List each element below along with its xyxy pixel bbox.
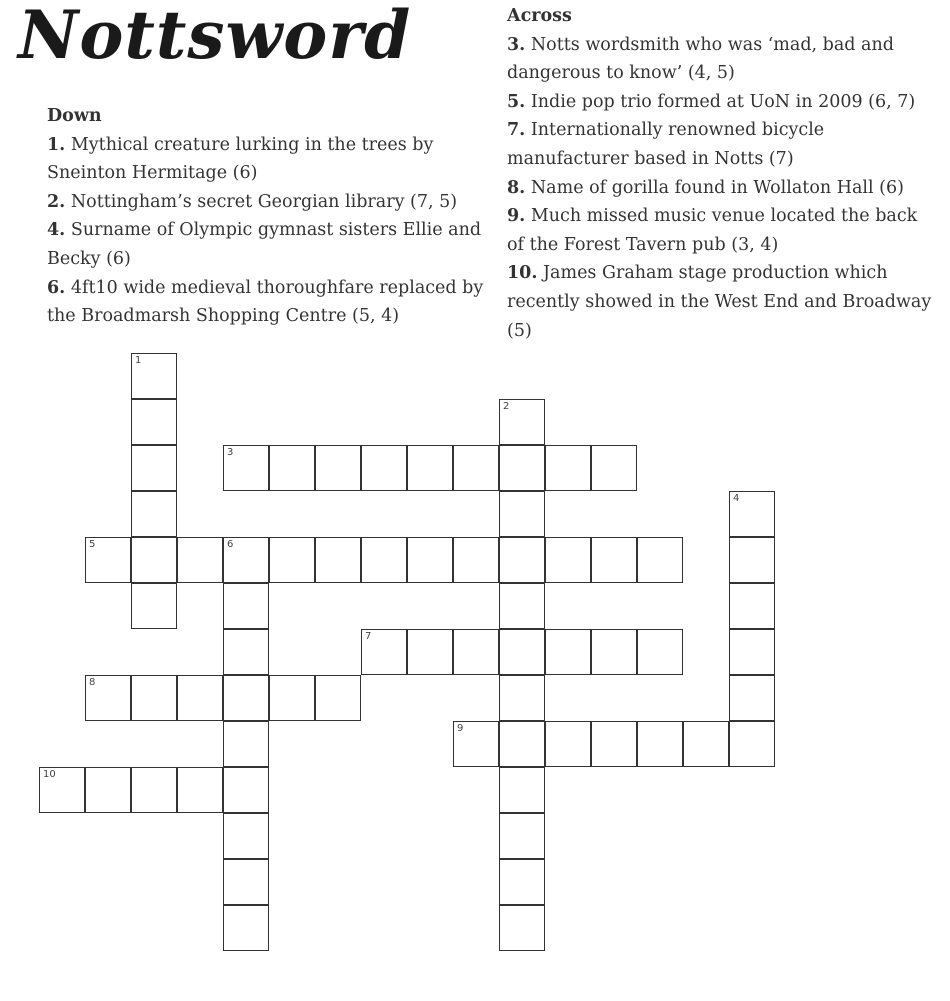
grid-cell[interactable] [85,537,131,583]
clue-text: James Graham stage production which recently showed in the West End and Broadway (5) [507,263,932,341]
cell-number: 9 [457,723,464,734]
grid-cell[interactable] [729,675,775,721]
grid-cell[interactable] [499,491,545,537]
grid-cell[interactable] [223,813,269,859]
grid-cell[interactable] [315,445,361,491]
clue-text: Internationally renowned bicycle manufacturer based in Notts (7) [507,120,825,169]
down-heading: Down [47,106,102,126]
grid-cell[interactable] [315,675,361,721]
clue-number: 10. [507,263,538,284]
grid-cell[interactable] [545,721,591,767]
grid-cell[interactable] [361,537,407,583]
grid-cell[interactable] [131,583,177,629]
grid-cell[interactable] [223,445,269,491]
grid-cell[interactable] [131,445,177,491]
grid-cell[interactable] [453,629,499,675]
grid-cell[interactable] [499,767,545,813]
grid-cell[interactable] [269,675,315,721]
grid-cell[interactable] [131,537,177,583]
page-title: Nottsword [18,0,412,74]
cell-number: 6 [227,539,234,550]
cell-number: 8 [89,677,96,688]
clue-text: Mythical creature lurking in the trees by Sneinton Hermitage (6) [47,134,434,184]
grid-cell[interactable] [85,767,131,813]
cell-number: 4 [733,493,740,504]
grid-cell[interactable] [361,445,407,491]
clue-text: Nottingham’s secret Georgian library (7, 5) [70,191,458,212]
grid-cell[interactable] [177,767,223,813]
clue-number: 4. [47,220,66,241]
grid-cell[interactable] [131,767,177,813]
grid-cell[interactable] [499,629,545,675]
grid-cell[interactable] [269,537,315,583]
grid-cell[interactable] [499,813,545,859]
grid-cell[interactable] [499,399,545,445]
clue-text: Much missed music venue located the back of the Forest Tavern pub (3, 4) [507,206,918,255]
grid-cell[interactable] [315,537,361,583]
grid-cell[interactable] [223,905,269,951]
grid-cell[interactable] [131,491,177,537]
clue-number: 9. [507,206,526,227]
grid-cell[interactable] [591,629,637,675]
grid-cell[interactable] [545,629,591,675]
clue-number: 5. [507,91,526,112]
grid-cell[interactable] [453,537,499,583]
grid-cell[interactable] [407,537,453,583]
clue-number: 3. [507,34,526,55]
across-heading: Across [507,6,572,26]
cell-number: 10 [43,769,56,780]
grid-cell[interactable] [223,767,269,813]
grid-cell[interactable] [591,721,637,767]
grid-cell[interactable] [591,445,637,491]
grid-cell[interactable] [177,675,223,721]
grid-cell[interactable] [453,445,499,491]
grid-cell[interactable] [499,859,545,905]
grid-cell[interactable] [177,537,223,583]
grid-cell[interactable] [223,675,269,721]
clue-text: Indie pop trio formed at UoN in 2009 (6, 7) [530,91,916,112]
grid-cell[interactable] [131,353,177,399]
grid-cell[interactable] [637,721,683,767]
clue-number: 1. [47,134,66,155]
grid-cell[interactable] [223,859,269,905]
clue-text: Notts wordsmith who was ‘mad, bad and dangerous to know’ (4, 5) [507,34,894,84]
grid-cell[interactable] [545,537,591,583]
cell-number: 5 [89,539,96,550]
grid-cell[interactable] [453,721,499,767]
grid-cell[interactable] [499,445,545,491]
grid-cell[interactable] [729,583,775,629]
clue-text: Name of gorilla found in Wollaton Hall (6) [530,177,904,198]
clue-number: 7. [507,120,526,141]
cell-number: 7 [365,631,372,642]
grid-cell[interactable] [637,629,683,675]
grid-cell[interactable] [223,537,269,583]
grid-cell[interactable] [39,767,85,813]
grid-cell[interactable] [591,537,637,583]
grid-cell[interactable] [499,537,545,583]
grid-cell[interactable] [131,675,177,721]
grid-cell[interactable] [407,445,453,491]
grid-cell[interactable] [729,629,775,675]
grid-cell[interactable] [499,675,545,721]
clue-number: 8. [507,177,526,198]
grid-cell[interactable] [407,629,453,675]
clue-text: 4ft10 wide medieval thoroughfare replaced by the Broadmarsh Shopping Centre (5, 4) [47,277,484,327]
grid-cell[interactable] [223,721,269,767]
grid-cell[interactable] [545,445,591,491]
grid-cell[interactable] [361,629,407,675]
cell-number: 2 [503,401,510,412]
clue-text: Surname of Olympic gymnast sisters Ellie and Becky (6) [47,220,482,269]
grid-cell[interactable] [223,629,269,675]
grid-cell[interactable] [131,399,177,445]
grid-cell[interactable] [683,721,729,767]
grid-cell[interactable] [499,583,545,629]
grid-cell[interactable] [729,721,775,767]
grid-cell[interactable] [223,583,269,629]
grid-cell[interactable] [729,491,775,537]
grid-cell[interactable] [729,537,775,583]
grid-cell[interactable] [269,445,315,491]
cell-number: 3 [227,447,234,458]
grid-cell[interactable] [85,675,131,721]
clue-number: 6. [47,277,66,298]
clue-number: 2. [47,191,66,212]
grid-cell[interactable] [499,721,545,767]
grid-cell[interactable] [637,537,683,583]
cell-number: 1 [135,355,142,366]
grid-cell[interactable] [499,905,545,951]
